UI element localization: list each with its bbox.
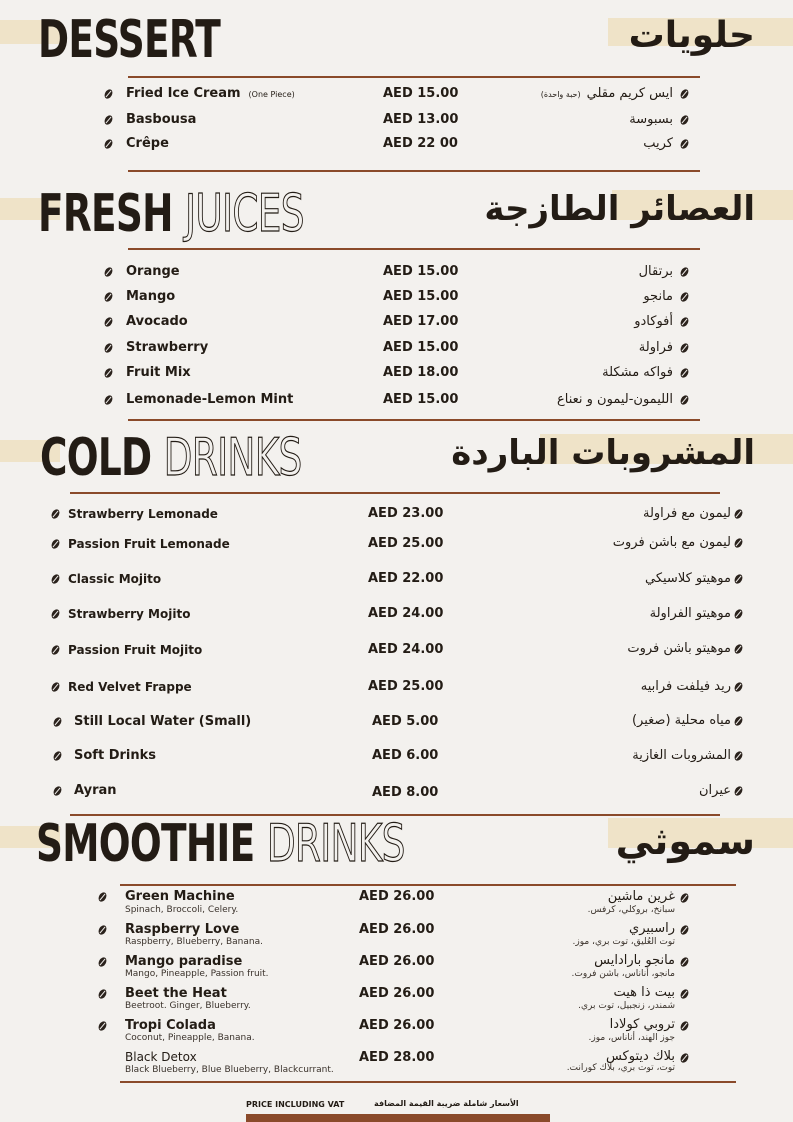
dessert-item-3-name: Crêpe bbox=[126, 136, 169, 151]
coffee-bean-icon bbox=[679, 1020, 690, 1032]
cold-item-5-ar: موهيتو باشن فروت bbox=[627, 641, 731, 656]
coffee-bean-icon bbox=[52, 750, 63, 762]
cold-item-3-name: Classic Mojito bbox=[68, 572, 162, 586]
smoothie-item-1-ar: غرين ماشين bbox=[607, 889, 675, 904]
coffee-bean-icon bbox=[679, 316, 690, 328]
cold-rule-top bbox=[70, 492, 720, 494]
coffee-bean-icon bbox=[733, 681, 744, 693]
juice-item-5-name: Fruit Mix bbox=[126, 365, 191, 380]
cold-item-2-ar: ليمون مع باشن فروت bbox=[612, 535, 731, 550]
coffee-bean-icon bbox=[679, 367, 690, 379]
coffee-bean-icon bbox=[103, 266, 114, 278]
dessert-title-en-text: DESSERT bbox=[38, 10, 221, 70]
smoothie-title-en bbox=[36, 814, 405, 874]
coffee-bean-icon bbox=[50, 573, 61, 585]
coffee-bean-icon bbox=[103, 316, 114, 328]
cold-item-6-name: Red Velvet Frappe bbox=[68, 680, 192, 694]
juice-item-2-ar: مانجو bbox=[643, 289, 673, 304]
smoothie-item-4-desc: Beetroot. Ginger, Blueberry. bbox=[125, 1001, 251, 1011]
cold-title-en-2: DRINKS bbox=[163, 428, 302, 488]
coffee-bean-icon bbox=[679, 892, 690, 904]
coffee-bean-icon bbox=[733, 785, 744, 797]
smoothie-item-3-desc: Mango, Pineapple, Passion fruit. bbox=[125, 969, 269, 979]
smoothie-item-4-price: AED 26.00 bbox=[359, 986, 435, 1001]
coffee-bean-icon bbox=[679, 138, 690, 150]
cold-title-ar: المشروبات الباردة bbox=[451, 433, 755, 473]
juices-title-en-2: JUICES bbox=[185, 184, 304, 244]
cold-item-3-ar: موهيتو كلاسيكي bbox=[644, 571, 731, 586]
smoothie-item-6-price: AED 28.00 bbox=[359, 1050, 435, 1065]
dessert-item-1-price: AED 15.00 bbox=[383, 86, 459, 101]
juice-item-4-ar: فراولة bbox=[638, 340, 673, 355]
juice-item-4-price: AED 15.00 bbox=[383, 340, 459, 355]
cold-item-2-price: AED 25.00 bbox=[368, 536, 444, 551]
juice-item-6-ar: الليمون-ليمون و نعناع bbox=[556, 392, 673, 407]
cold-item-2-name: Passion Fruit Lemonade bbox=[68, 537, 230, 551]
coffee-bean-icon bbox=[733, 715, 744, 727]
dessert-item-3-price: AED 22 00 bbox=[383, 136, 458, 151]
cold-item-1-ar: ليمون مع فراولة bbox=[642, 506, 731, 521]
coffee-bean-icon bbox=[97, 988, 108, 1000]
smoothie-item-2-ar-desc: توت العُليق، توت بري، موز. bbox=[572, 937, 675, 947]
smoothie-rule-bottom bbox=[120, 1081, 736, 1083]
juice-item-5-price: AED 18.00 bbox=[383, 365, 459, 380]
cold-item-9-price: AED 8.00 bbox=[372, 785, 439, 800]
smoothie-item-4-name: Beet the Heat bbox=[125, 986, 227, 1001]
smoothie-item-2-price: AED 26.00 bbox=[359, 922, 435, 937]
coffee-bean-icon bbox=[679, 956, 690, 968]
coffee-bean-icon bbox=[103, 291, 114, 303]
smoothie-item-3-ar: مانجو بارادايس bbox=[594, 953, 675, 968]
smoothie-item-5-ar: تروبي كولادا bbox=[609, 1017, 675, 1032]
smoothie-item-6-ar: بلاك ديتوكس bbox=[605, 1049, 675, 1064]
smoothie-item-3-ar-desc: مانجو، أناناس، باشن فروت. bbox=[571, 969, 675, 979]
smoothie-item-5-name: Tropi Colada bbox=[125, 1018, 216, 1033]
smoothie-item-5-price: AED 26.00 bbox=[359, 1018, 435, 1033]
cold-item-8-price: AED 6.00 bbox=[372, 748, 439, 763]
smoothie-item-2-name: Raspberry Love bbox=[125, 922, 240, 937]
smoothie-title-en-2: DRINKS bbox=[266, 814, 405, 874]
coffee-bean-icon bbox=[679, 1052, 690, 1064]
cold-item-7-name: Still Local Water (Small) bbox=[74, 714, 252, 729]
smoothie-item-6-name: Black Detox bbox=[125, 1050, 197, 1064]
coffee-bean-icon bbox=[52, 716, 63, 728]
dessert-rule-top bbox=[128, 76, 700, 78]
cold-item-3-price: AED 22.00 bbox=[368, 571, 444, 586]
juices-rule-bottom bbox=[128, 419, 700, 421]
dessert-item-2-price: AED 13.00 bbox=[383, 112, 459, 127]
dessert-title-en bbox=[38, 10, 221, 70]
juice-item-6-name: Lemonade-Lemon Mint bbox=[126, 392, 294, 407]
dessert-item-2-name: Basbousa bbox=[126, 112, 197, 127]
smoothie-title-ar: سموثي bbox=[615, 819, 755, 863]
juice-item-3-ar: أفوكادو bbox=[634, 314, 673, 329]
coffee-bean-icon bbox=[733, 573, 744, 585]
smoothie-item-5-desc: Coconut, Pineapple, Banana. bbox=[125, 1033, 255, 1043]
smoothie-item-6-ar-desc: توت، توت بري، بلاك كورانت. bbox=[566, 1063, 675, 1073]
dessert-item-1-label: Fried Ice Cream bbox=[126, 86, 241, 101]
coffee-bean-icon bbox=[97, 891, 108, 903]
coffee-bean-icon bbox=[103, 138, 114, 150]
coffee-bean-icon bbox=[50, 681, 61, 693]
dessert-item-1-note: (One Piece) bbox=[248, 90, 295, 99]
dessert-item-1-name bbox=[126, 86, 295, 101]
coffee-bean-icon bbox=[679, 88, 690, 100]
coffee-bean-icon bbox=[679, 342, 690, 354]
smoothie-item-2-ar: راسبيري bbox=[629, 921, 675, 936]
coffee-bean-icon bbox=[103, 88, 114, 100]
juice-item-2-price: AED 15.00 bbox=[383, 289, 459, 304]
cold-item-9-ar: عيران bbox=[698, 783, 731, 798]
smoothie-item-1-ar-desc: سبانخ، بروكلي، كرفس. bbox=[587, 905, 675, 915]
coffee-bean-icon bbox=[103, 394, 114, 406]
footer-vat-en: PRICE INCLUDING VAT bbox=[246, 1100, 345, 1109]
cold-item-8-name: Soft Drinks bbox=[74, 748, 156, 763]
dessert-item-1-ar-label: ايس كريم مقلي bbox=[586, 86, 673, 101]
coffee-bean-icon bbox=[733, 750, 744, 762]
juice-item-4-name: Strawberry bbox=[126, 340, 209, 355]
smoothie-item-5-ar-desc: جوز الهند، أناناس، موز. bbox=[588, 1033, 675, 1043]
cold-item-4-ar: موهيتو الفراولة bbox=[649, 606, 731, 621]
cold-item-1-price: AED 23.00 bbox=[368, 506, 444, 521]
juice-item-1-price: AED 15.00 bbox=[383, 264, 459, 279]
coffee-bean-icon bbox=[679, 988, 690, 1000]
cold-item-4-price: AED 24.00 bbox=[368, 606, 444, 621]
footer-vat-ar: الأسعار شاملة ضريبة القيمة المضافة bbox=[374, 1099, 519, 1108]
cold-item-4-name: Strawberry Mojito bbox=[68, 607, 191, 621]
footer-bar bbox=[246, 1114, 550, 1122]
smoothie-item-1-name: Green Machine bbox=[125, 889, 235, 904]
cold-title-en-1: COLD bbox=[40, 428, 152, 488]
juice-item-1-name: Orange bbox=[126, 264, 180, 279]
juices-title-en-1: FRESH bbox=[38, 184, 173, 244]
smoothie-rule-top bbox=[120, 884, 736, 886]
juice-item-6-price: AED 15.00 bbox=[383, 392, 459, 407]
coffee-bean-icon bbox=[97, 1020, 108, 1032]
coffee-bean-icon bbox=[733, 537, 744, 549]
coffee-bean-icon bbox=[103, 114, 114, 126]
smoothie-item-1-desc: Spinach, Broccoli, Celery. bbox=[125, 905, 239, 915]
cold-item-8-ar: المشروبات الغازية bbox=[632, 748, 731, 763]
coffee-bean-icon bbox=[52, 785, 63, 797]
coffee-bean-icon bbox=[679, 266, 690, 278]
juice-item-3-price: AED 17.00 bbox=[383, 314, 459, 329]
coffee-bean-icon bbox=[50, 644, 61, 656]
coffee-bean-icon bbox=[103, 367, 114, 379]
coffee-bean-icon bbox=[679, 291, 690, 303]
coffee-bean-icon bbox=[679, 924, 690, 936]
cold-item-6-price: AED 25.00 bbox=[368, 679, 444, 694]
dessert-item-2-ar: بسبوسة bbox=[629, 112, 673, 127]
smoothie-item-4-ar-desc: شمندر، زنجبيل، توت بري. bbox=[578, 1001, 675, 1011]
smoothie-item-3-name: Mango paradise bbox=[125, 954, 243, 969]
dessert-item-3-ar: كريب bbox=[643, 136, 673, 151]
coffee-bean-icon bbox=[97, 956, 108, 968]
coffee-bean-icon bbox=[97, 924, 108, 936]
cold-item-6-ar: ريد فيلفت فرابيه bbox=[640, 679, 731, 694]
coffee-bean-icon bbox=[733, 608, 744, 620]
coffee-bean-icon bbox=[103, 342, 114, 354]
coffee-bean-icon bbox=[50, 538, 61, 550]
cold-item-5-price: AED 24.00 bbox=[368, 642, 444, 657]
juices-rule-top bbox=[128, 248, 700, 250]
coffee-bean-icon bbox=[679, 114, 690, 126]
cold-title-en bbox=[40, 428, 302, 488]
smoothie-title-en-1: SMOOTHIE bbox=[36, 814, 255, 874]
juice-item-2-name: Mango bbox=[126, 289, 176, 304]
cold-item-1-name: Strawberry Lemonade bbox=[68, 507, 218, 521]
coffee-bean-icon bbox=[50, 508, 61, 520]
juice-item-5-ar: فواكه مشكلة bbox=[602, 365, 673, 380]
coffee-bean-icon bbox=[679, 394, 690, 406]
juice-item-3-name: Avocado bbox=[126, 314, 188, 329]
coffee-bean-icon bbox=[50, 608, 61, 620]
smoothie-item-6-desc: Black Blueberry, Blue Blueberry, Blackcurrant. bbox=[125, 1065, 334, 1075]
smoothie-item-2-desc: Raspberry, Blueberry, Banana. bbox=[125, 937, 263, 947]
juices-title-ar: العصائر الطازجة bbox=[484, 189, 755, 229]
dessert-item-1-ar bbox=[541, 86, 673, 101]
dessert-item-1-ar-note: (حبة واحدة) bbox=[540, 90, 581, 99]
juices-title-en bbox=[38, 184, 304, 244]
smoothie-item-3-price: AED 26.00 bbox=[359, 954, 435, 969]
juice-item-1-ar: برتقال bbox=[638, 264, 673, 279]
smoothie-item-1-price: AED 26.00 bbox=[359, 889, 435, 904]
smoothie-item-4-ar: بيت ذا هيت bbox=[613, 985, 675, 1000]
dessert-rule-bottom bbox=[128, 170, 700, 172]
dessert-title-ar: حلويات bbox=[628, 15, 755, 56]
coffee-bean-icon bbox=[733, 508, 744, 520]
coffee-bean-icon bbox=[733, 643, 744, 655]
cold-item-7-price: AED 5.00 bbox=[372, 714, 439, 729]
cold-item-5-name: Passion Fruit Mojito bbox=[68, 643, 203, 657]
cold-item-9-name: Ayran bbox=[74, 783, 117, 798]
cold-item-7-ar: مياه محلية (صغير) bbox=[631, 713, 731, 728]
